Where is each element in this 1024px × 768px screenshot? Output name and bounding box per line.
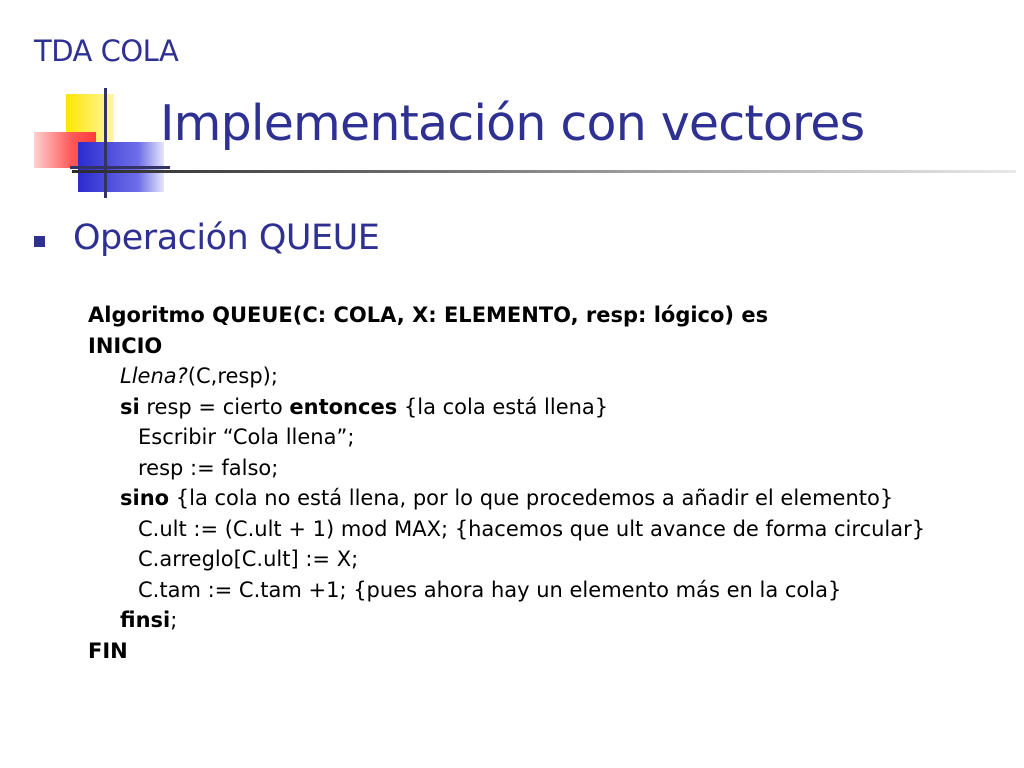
comment: {la cola está llena} bbox=[397, 394, 609, 419]
algorithm-end: FIN bbox=[88, 638, 128, 663]
algorithm-line-tam: C.tam := C.tam +1; {pues ahora hay un elemento más en la cola} bbox=[138, 577, 842, 602]
algorithm-line-assign: resp := falso; bbox=[138, 455, 279, 480]
algorithm-line-call bbox=[88, 361, 925, 392]
slide-title: Implementación con vectores bbox=[160, 95, 865, 152]
bullet-item bbox=[34, 218, 379, 258]
keyword-sino: sino bbox=[120, 486, 170, 510]
slide-subtitle: TDA COLA bbox=[34, 34, 179, 68]
keyword-entonces: entonces bbox=[289, 394, 398, 419]
algorithm-line-write: Escribir “Cola llena”; bbox=[138, 425, 355, 449]
bullet-text: Operación QUEUE bbox=[73, 218, 380, 258]
comment: {la cola no está llena, por lo que procedemos a añadir el elemento} bbox=[169, 486, 894, 510]
algorithm-line-arreglo: C.arreglo[C.ult] := X; bbox=[138, 547, 359, 571]
function-name: Llena? bbox=[120, 364, 188, 388]
title-underline bbox=[72, 170, 1016, 173]
square-bullet-icon bbox=[34, 236, 45, 247]
keyword-si: si bbox=[120, 394, 140, 419]
algorithm-header: Algoritmo QUEUE(C: COLA, X: ELEMENTO, resp: lógico) es bbox=[88, 303, 769, 327]
condition: resp = cierto bbox=[139, 394, 290, 419]
function-args: (C,resp); bbox=[187, 364, 278, 388]
algorithm-begin: INICIO bbox=[88, 333, 163, 358]
algorithm-line-else bbox=[88, 483, 925, 514]
algorithm-line-ult: C.ult := (C.ult + 1) mod MAX; {hacemos que ult avance de forma circular} bbox=[138, 516, 926, 541]
algorithm-line-finsi bbox=[88, 605, 925, 636]
algorithm-block bbox=[88, 300, 925, 666]
colored-squares-logo bbox=[30, 88, 170, 198]
keyword-finsi: finsi bbox=[120, 608, 171, 632]
algorithm-line-if bbox=[88, 392, 925, 423]
semicolon: ; bbox=[170, 608, 178, 632]
